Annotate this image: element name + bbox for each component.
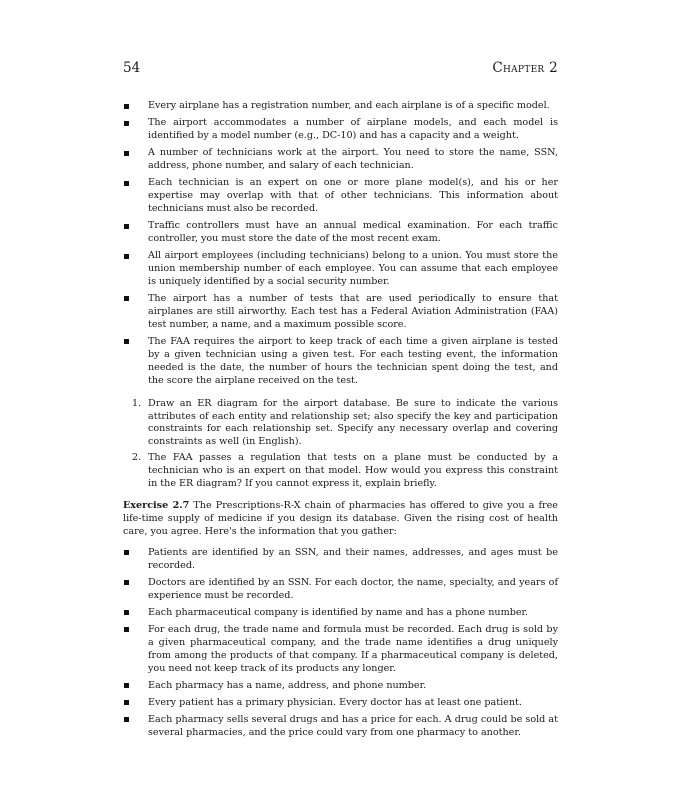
list-item: Traffic controllers must have an annual medical examination. For each traffic controller, you must store the date of the most recent exam.: [123, 220, 558, 246]
list-item: The airport has a number of tests that are used periodically to ensure that airplanes are still airworthy. Each test has a Federal Aviation Administration (FAA) test number, a name, and a maximum possible score.: [123, 293, 558, 332]
list-item: The airport accommodates a number of airplane models, and each model is identified by a model number (e.g., DC-10) and has a capacity and a weight.: [123, 117, 558, 143]
list-item: Each pharmacy sells several drugs and has a price for each. A drug could be sold at several pharmacies, and the price could vary from one pharmacy to another.: [123, 714, 558, 740]
chapter-title: Chapter 2: [492, 60, 558, 76]
exercise-intro: [123, 500, 558, 539]
exercise-questions: [123, 398, 558, 491]
airport-requirements-list: [123, 100, 558, 387]
list-item: Every airplane has a registration number, and each airplane is of a specific model.: [123, 100, 558, 113]
list-item: All airport employees (including technicians) belong to a union. You must store the union membership number of each employee. You can assume that each employee is uniquely identified by a social security number.: [123, 250, 558, 289]
list-item: Patients are identified by an SSN, and their names, addresses, and ages must be recorded.: [123, 547, 558, 573]
list-item: For each drug, the trade name and formula must be recorded. Each drug is sold by a given pharmaceutical company, and the trade name identifies a drug uniquely from among the products of that company. If a pharmaceutical company is deleted, you need not keep track of its products any longer.: [123, 624, 558, 676]
list-item: Doctors are identified by an SSN. For each doctor, the name, specialty, and years of experience must be recorded.: [123, 577, 558, 603]
question-number: 2.: [132, 452, 142, 464]
list-item: Every patient has a primary physician. Every doctor has at least one patient.: [123, 697, 558, 710]
page-header: [123, 60, 558, 76]
question-item: [123, 452, 558, 491]
page-number: 54: [123, 60, 141, 76]
question-number: 1.: [132, 397, 142, 409]
list-item: The FAA requires the airport to keep track of each time a given airplane is tested by a given technician using a given test. For each testing event, the information needed is the date, the number of hours the technician spent doing the test, and the score the airplane received on the test.: [123, 336, 558, 388]
question-text: Draw an ER diagram for the airport database. Be sure to indicate the various attributes of each entity and relationship set; also specify the key and participation constraints for each relationship set. Specify any necessary overlap and covering constraints as well (in English).: [148, 397, 558, 448]
list-item: Each pharmacy has a name, address, and phone number.: [123, 680, 558, 693]
list-item: A number of technicians work at the airport. You need to store the name, SSN, address, phone number, and salary of each technician.: [123, 147, 558, 173]
question-item: [123, 398, 558, 450]
page-body: [123, 100, 558, 744]
question-text: The FAA passes a regulation that tests on a plane must be conducted by a technician who is an expert on that model. How would you express this constraint in the ER diagram? If you cannot express it, explain briefly.: [148, 452, 558, 490]
list-item: Each pharmaceutical company is identified by name and has a phone number.: [123, 607, 558, 620]
exercise-label: Exercise 2.7: [123, 499, 190, 511]
exercise-text: The Prescriptions-R-X chain of pharmacies has offered to give you a free life-time supply of medicine if you design its database. Given the rising cost of health care, you agree. Here's the information that you gather:: [123, 499, 558, 537]
list-item: Each technician is an expert on one or more plane model(s), and his or her expertise may overlap with that of other technicians. This information about technicians must also be recorded.: [123, 177, 558, 216]
pharmacy-requirements-list: [123, 547, 558, 740]
